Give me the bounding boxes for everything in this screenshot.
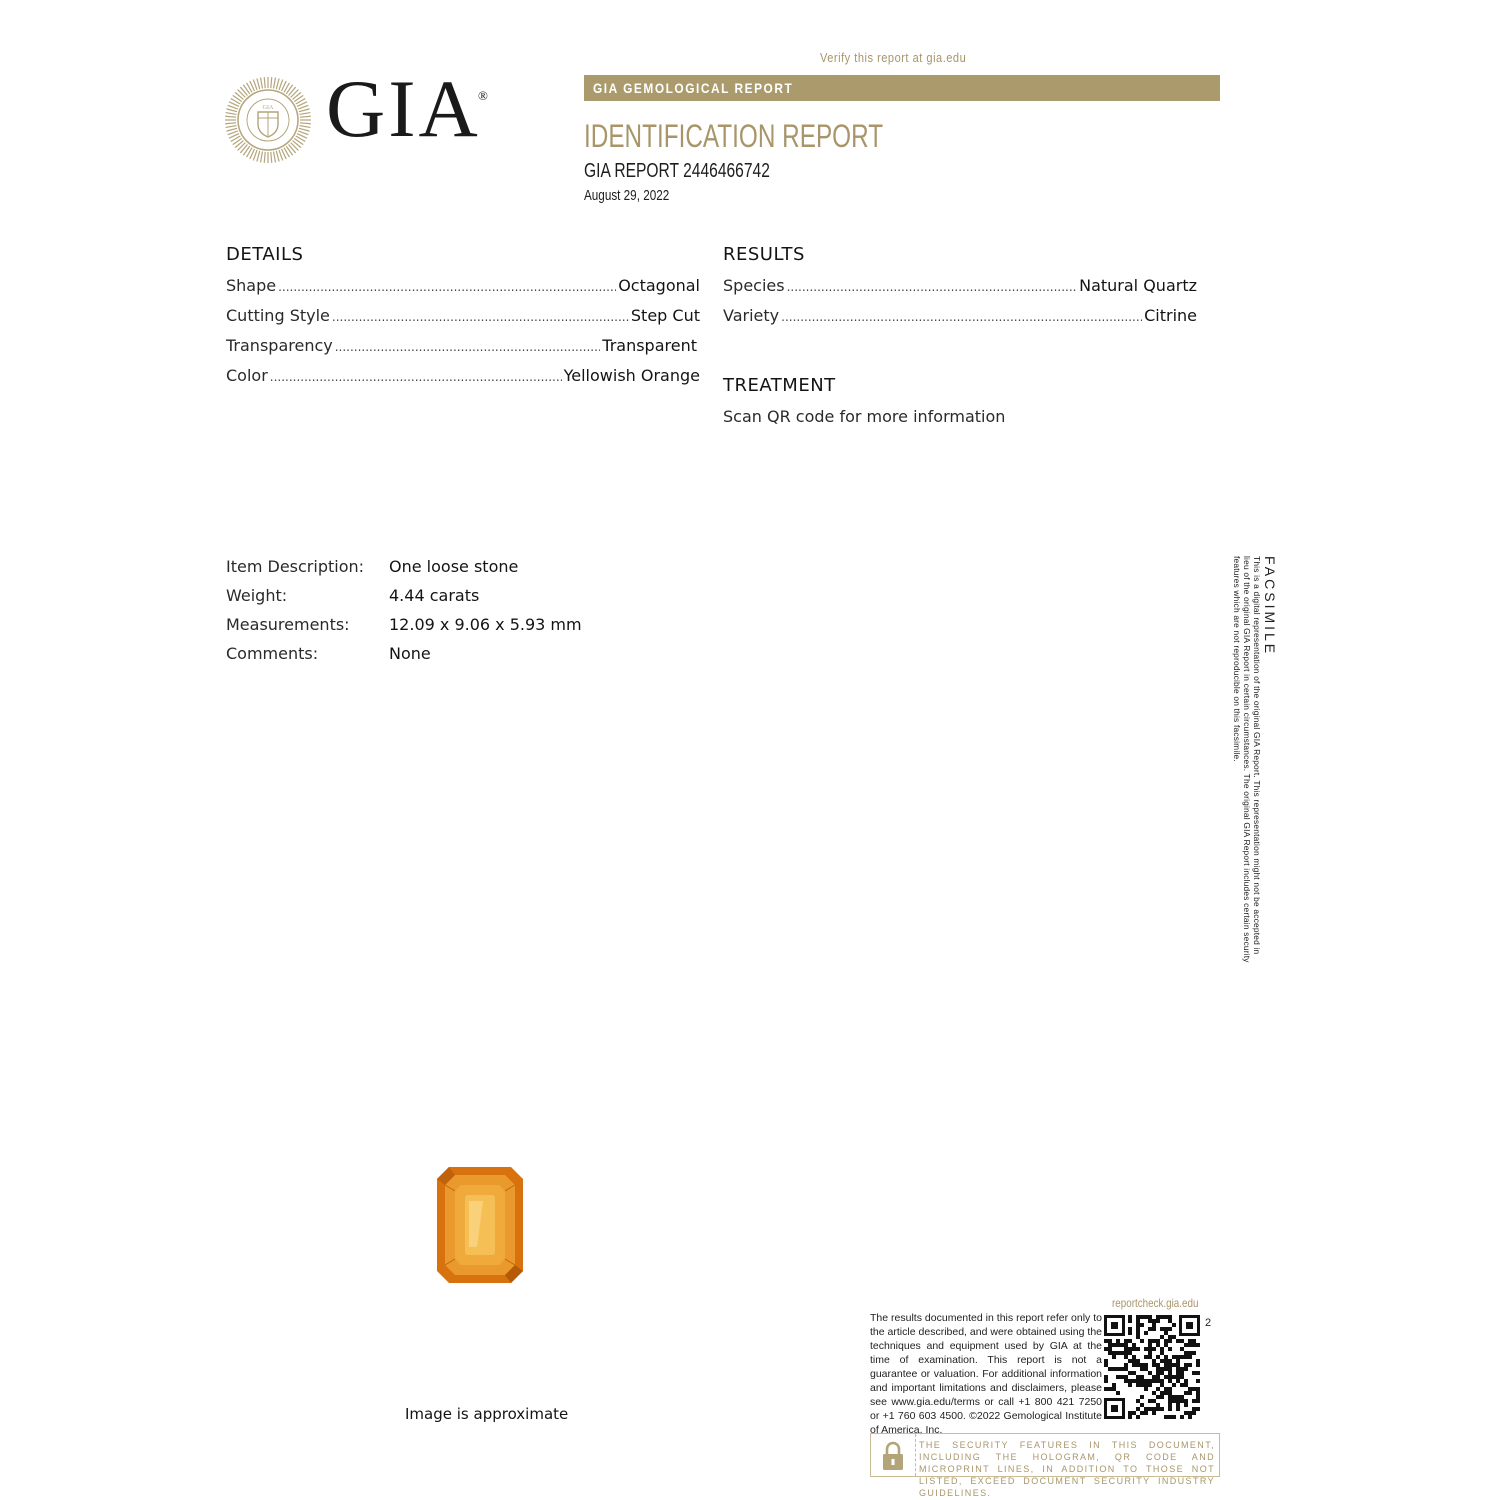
desc-row-weight: [226, 586, 626, 608]
report-number: GIA REPORT 2446466742: [584, 160, 770, 182]
desc-value: 12.09 x 9.06 x 5.93 mm: [389, 615, 582, 634]
result-value: Natural Quartz: [1079, 276, 1197, 295]
desc-value: None: [389, 644, 431, 663]
image-caption: Image is approximate: [405, 1405, 569, 1423]
detail-label: Cutting Style: [226, 306, 330, 325]
detail-value: Transparent: [602, 336, 697, 355]
treatment-text: Scan QR code for more information: [723, 407, 1006, 426]
report-band: [584, 75, 1220, 101]
details-row-shape: [226, 276, 700, 298]
desc-value: One loose stone: [389, 557, 519, 576]
disclaimer-text: The results documented in this report refer only to the article described, and were obtained using the techniques and equipment used by GIA at the time of examination. This report is not a guarantee or valuation. For additional information and important limitations and disclaimers, please see www.gia.edu/terms or call +1 800 421 7250 or +1 760 603 4500. ©2022 Gemological Institute of America, Inc.: [870, 1312, 1102, 1436]
desc-row-measurements: [226, 615, 626, 637]
reportcheck-link[interactable]: reportcheck.gia.edu: [1112, 1296, 1199, 1310]
seal-center-text: GIA: [262, 105, 274, 111]
qr-code[interactable]: [1104, 1315, 1200, 1419]
facsimile-title: FACSIMILE: [1262, 556, 1278, 657]
details-row-color: [226, 366, 700, 388]
detail-value: Step Cut: [630, 306, 700, 325]
detail-value: Octagonal: [618, 276, 700, 295]
detail-label: Transparency: [226, 336, 333, 355]
desc-label: Weight:: [226, 586, 288, 605]
detail-label: Color: [226, 366, 268, 385]
detail-value: Yellowish Orange: [563, 366, 700, 385]
gemstone-image: [437, 1167, 523, 1283]
band-label: GIA GEMOLOGICAL REPORT: [593, 80, 794, 96]
page-number: 2: [1205, 1317, 1212, 1329]
report-title: IDENTIFICATION REPORT: [584, 118, 884, 154]
report-date: August 29, 2022: [584, 187, 670, 204]
desc-label: Comments:: [226, 644, 319, 663]
results-row-species: [723, 276, 1197, 298]
gia-seal-logo: [224, 76, 312, 164]
result-label: Species: [723, 276, 785, 295]
result-value: Citrine: [1144, 306, 1197, 325]
desc-row-item: [226, 557, 626, 579]
registered-mark: ®: [478, 88, 488, 103]
desc-value: 4.44 carats: [389, 586, 480, 605]
desc-label: Measurements:: [226, 615, 350, 634]
treatment-heading: TREATMENT: [723, 375, 836, 396]
results-list: [723, 276, 1197, 328]
detail-label: Shape: [226, 276, 277, 295]
lock-icon: [881, 1441, 905, 1471]
gia-wordmark: GIA: [326, 63, 481, 154]
verify-link[interactable]: Verify this report at gia.edu: [820, 50, 967, 65]
results-row-variety: [723, 306, 1197, 328]
security-text: THE SECURITY FEATURES IN THIS DOCUMENT, INCLUDING THE HOLOGRAM, QR CODE AND MICROPRINT LINES, IN ADDITION TO THOSE NOT LISTED, EXCEED DOCUMENT SECURITY INDUSTRY GUIDELINES.: [919, 1440, 1215, 1498]
facsimile-note: [1230, 556, 1278, 970]
details-list: [226, 276, 700, 388]
details-heading: DETAILS: [226, 244, 304, 265]
desc-row-comments: [226, 644, 626, 666]
lock-icon-frame: [871, 1434, 916, 1476]
facsimile-text: This is a digital representation of the original GIA Report. This representation might not be accepted in lieu of the original GIA Report in certain circumstances. The original GIA Report includes certain security features which are not reproducible on this facsimile.: [1232, 556, 1262, 963]
details-row-transparency: [226, 336, 697, 358]
security-notice: [870, 1433, 1220, 1498]
details-row-cutting-style: [226, 306, 700, 328]
result-label: Variety: [723, 306, 780, 325]
results-heading: RESULTS: [723, 244, 805, 265]
desc-label: Item Description:: [226, 557, 365, 576]
